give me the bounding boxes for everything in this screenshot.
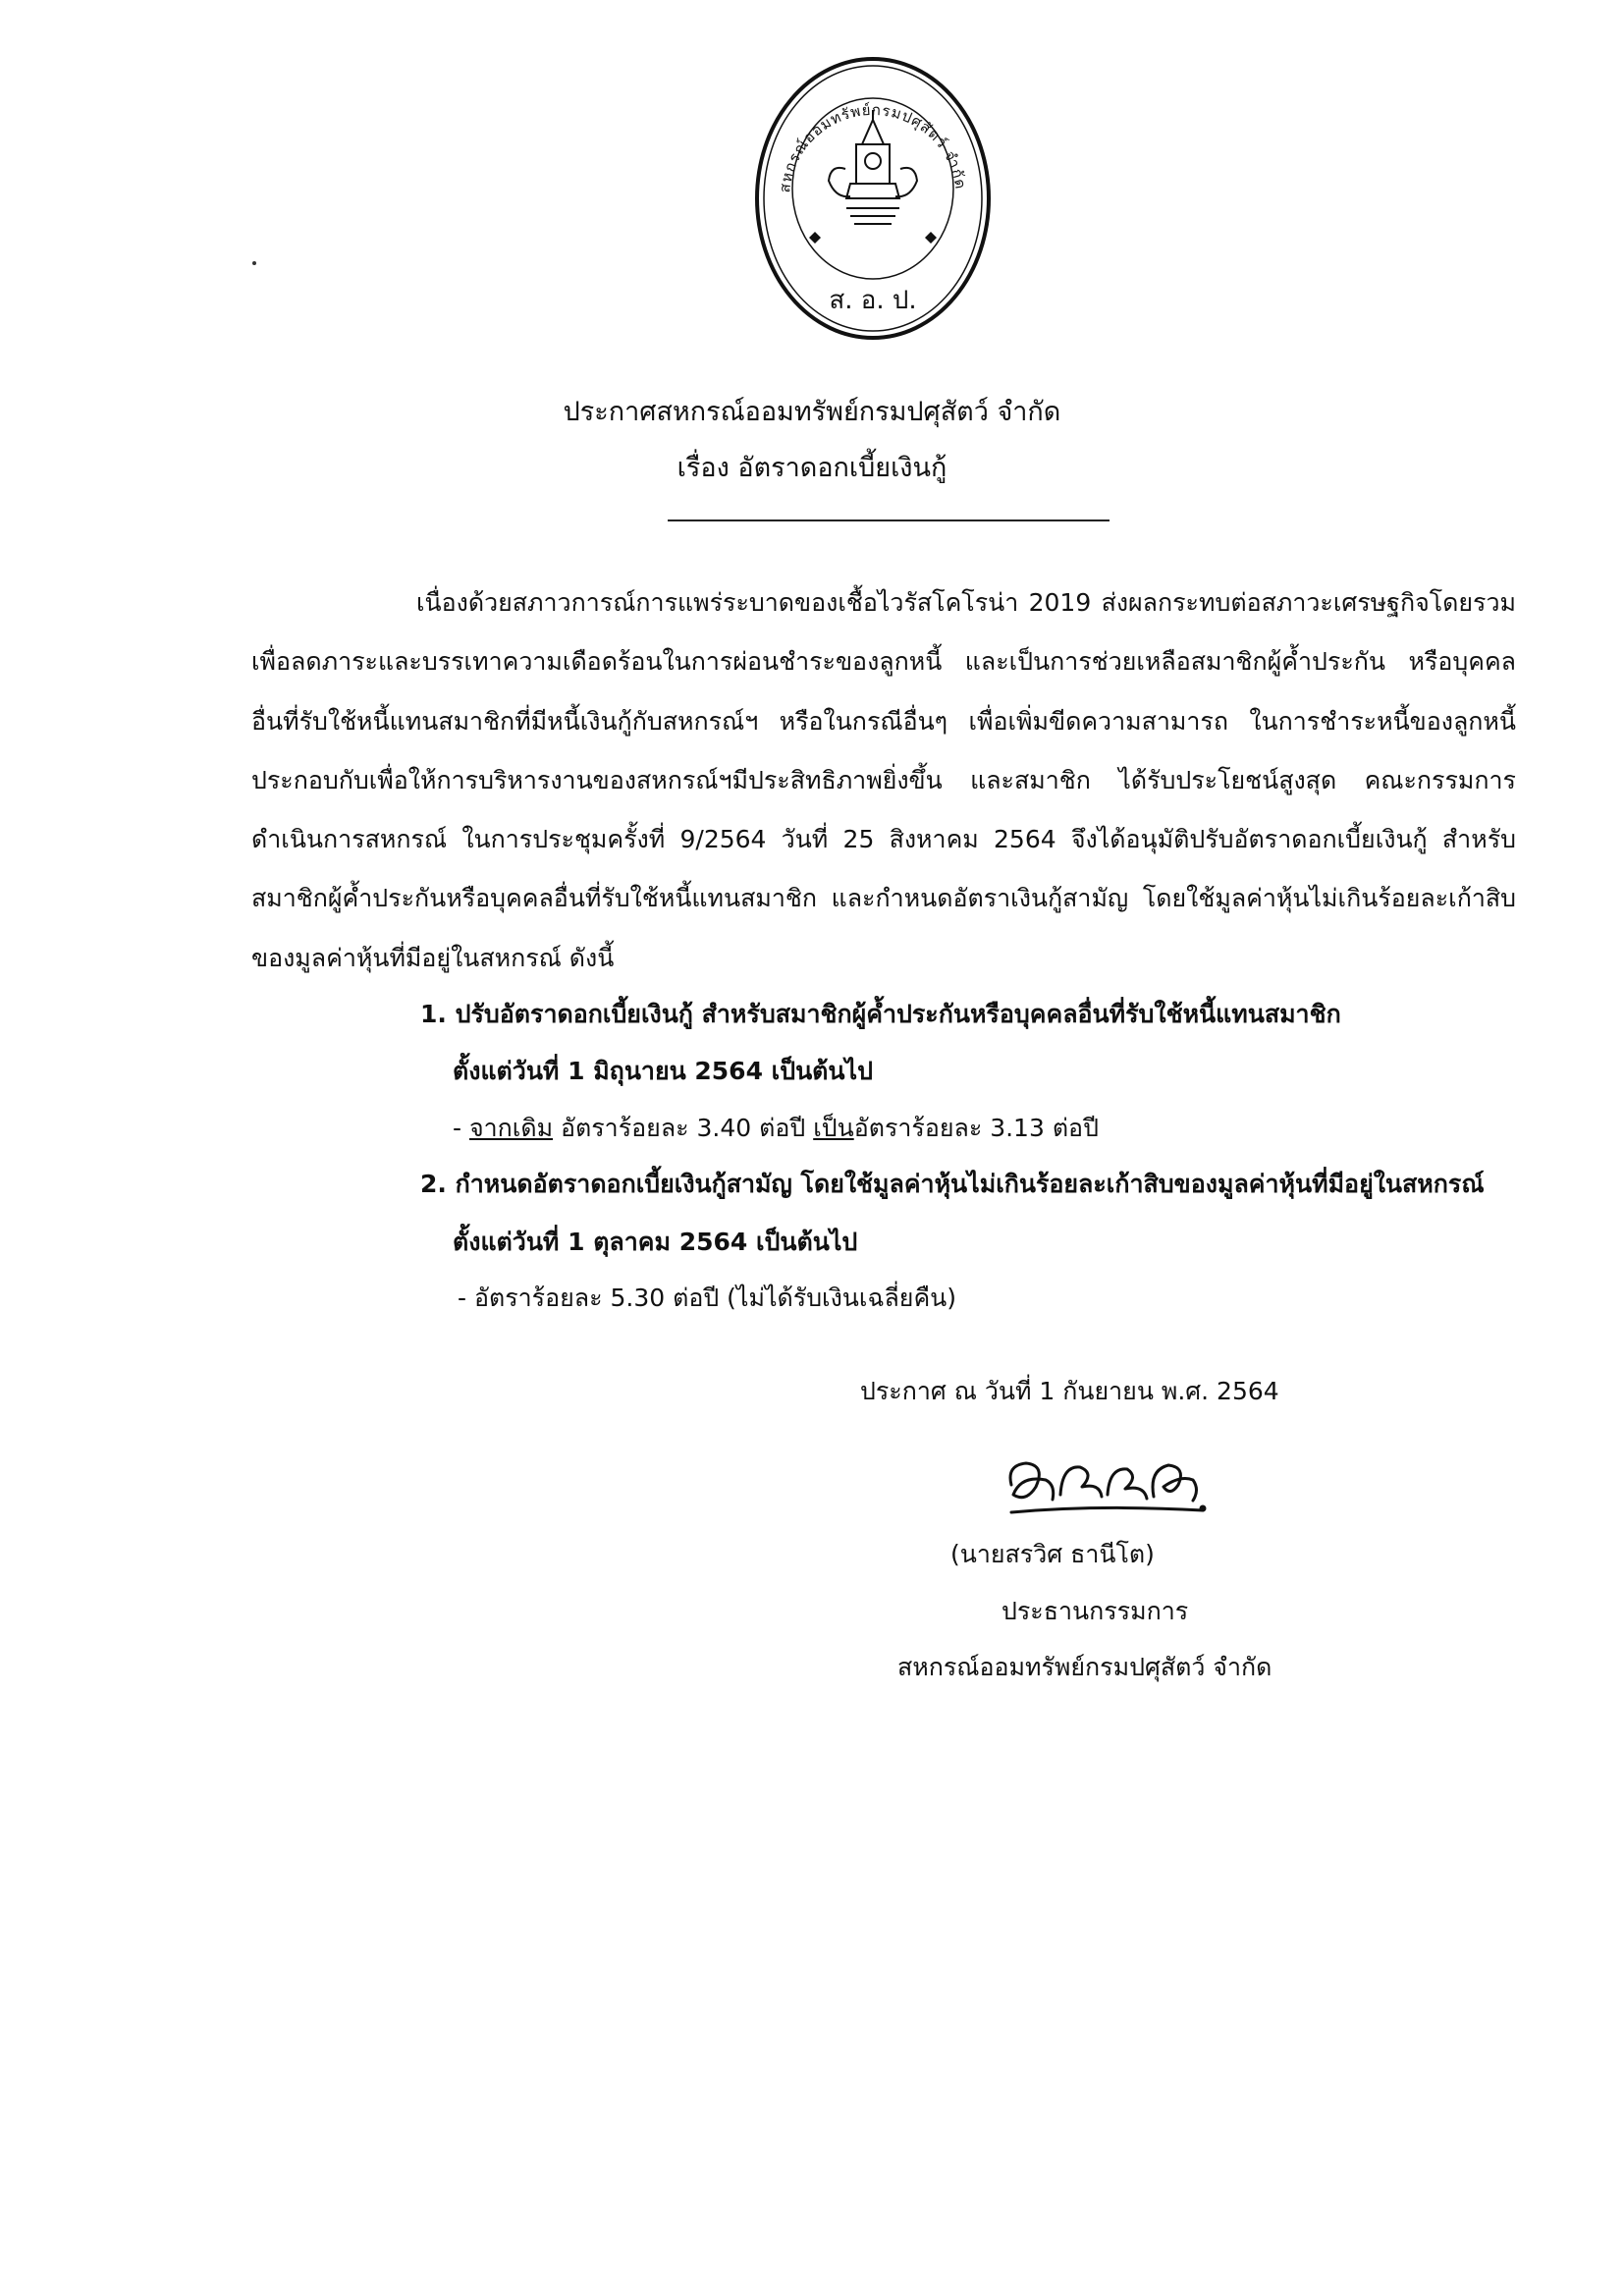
item-2-line-1 [420,1165,1485,1204]
item-2-line-2: ตั้งแต่วันที่ 1 ตุลาคม 2564 เป็นต้นไป [453,1228,858,1256]
announcement-subject: เรื่อง อัตราดอกเบี้ยเงินกู้ [677,453,947,483]
body-text: เนื่องด้วยสภาวการณ์การแพร่ระบาดของเชื้อไวรัสโคโรน่า 2019 ส่งผลกระทบต่อสภาวะเศรษฐกิจโดยรวม เพื่อลดภาระและบรรเทาความเดือดร้อนในการผ่อนชำระของลูกหนี้ และเป็นการช่วยเหลือสมาชิกผู้ค้ำประกัน หรือบุคคลอื่นที่รับใช้หนี้แทนสมาชิกที่มีหนี้เงินกู้กับสหกรณ์ฯ หรือในกรณีอื่นๆ เพื่อเพิ่มขีดความสามารถ ในการชำระหนี้ของลูกหนี้ ประกอบกับเพื่อให้การบริหารงานของสหกรณ์ฯมีประสิทธิภาพยิ่งขึ้น และสมาชิก ได้รับประโยชน์สูงสุด คณะกรรมการดำเนินการสหกรณ์ ในการประชุมครั้งที่ 9/2564 วันที่ 25 สิงหาคม 2564 จึงได้อนุมัติปรับอัตราดอกเบี้ยเงินกู้ สำหรับสมาชิกผู้ค้ำประกันหรือบุคคลอื่นที่รับใช้หนี้แทนสมาชิก และกำหนดอัตราเงินกู้สามัญ โดยใช้มูลค่าหุ้นไม่เกินร้อยละเก้าสิบของมูลค่าหุ้นที่มีอยู่ในสหกรณ์ ดังนี้ [251,588,1516,972]
cooperative-seal [752,51,994,346]
title-divider [668,519,1110,521]
signatory-organization: สหกรณ์ออมทรัพย์กรมปศุสัตว์ จำกัด [897,1653,1272,1681]
announcement-title: ประกาศสหกรณ์ออมทรัพย์กรมปศุสัตว์ จำกัด [563,397,1061,427]
item-1-heading: ปรับอัตราดอกเบี้ยเงินกู้ สำหรับสมาชิกผู้ค้ำประกันหรือบุคคลอื่นที่รับใช้หนี้แทนสมาชิก [455,1000,1341,1028]
signatory-position: ประธานกรรมการ [1001,1597,1189,1625]
signature [992,1426,1237,1524]
seal-bottom-text: ส. อ. ป. [829,286,917,315]
scan-speck [252,261,256,265]
item-2-number: 2. [420,1170,447,1198]
seal-ring-text: สหกรณ์ออมทรัพย์กรมปศุสัตว์ จำกัด [776,100,970,194]
item-2-heading: กำหนดอัตราดอกเบี้ยเงินกู้สามัญ โดยใช้มูลค่าหุ้นไม่เกินร้อยละเก้าสิบของมูลค่าหุ้นที่มีอยู่ในสหกรณ์ [455,1170,1485,1198]
item-1-detail [453,1109,1099,1148]
item-1-detail-prefix: - [453,1114,469,1142]
item-1-detail-from: จากเดิม [468,1114,554,1142]
signatory-name: (นายสรวิศ ธานีโต) [950,1540,1155,1568]
item-1-detail-to: เป็น [813,1114,854,1142]
item-1-number: 1. [420,1000,447,1028]
item-1-line-2: ตั้งแต่วันที่ 1 มิถุนายน 2564 เป็นต้นไป [453,1057,873,1085]
item-1-detail-new-rate: อัตราร้อยละ 3.13 ต่อปี [853,1114,1099,1142]
item-2-detail: - อัตราร้อยละ 5.30 ต่อปี (ไม่ได้รับเงินเฉลี่ยคืน) [458,1284,957,1312]
body-paragraph [251,574,1516,988]
announcement-date: ประกาศ ณ วันที่ 1 กันยายน พ.ศ. 2564 [860,1377,1279,1405]
item-1-detail-old-rate: อัตราร้อยละ 3.40 ต่อปี [553,1114,814,1142]
item-1-line-1 [420,995,1341,1034]
